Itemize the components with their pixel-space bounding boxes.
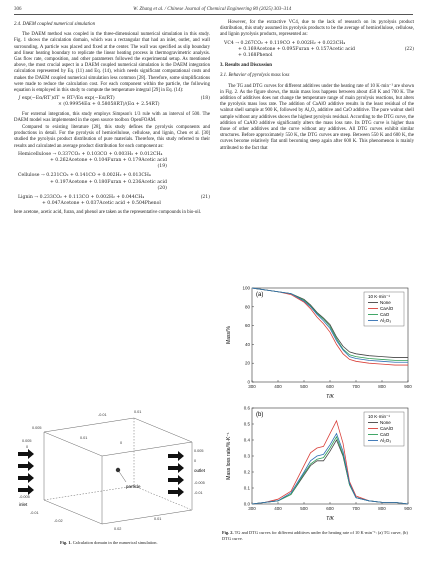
header-rule xyxy=(14,14,413,15)
y-tick-label: 0.2 xyxy=(243,469,250,475)
section-heading-2-4: 2.4. DAEM coupled numerical simulation xyxy=(14,22,95,27)
axis-value: 0.005 xyxy=(32,426,42,430)
equation-line: × (0.99954Eα + 0.58058RT)/(Eα + 2.54RT) xyxy=(58,102,160,108)
arrow-right-icon xyxy=(168,475,184,485)
equation-22 xyxy=(220,41,414,60)
arrow-right-icon xyxy=(18,485,34,495)
panel-label: (b) xyxy=(256,412,264,418)
section-heading-3: 3. Results and Discussion xyxy=(220,63,272,69)
axis-value: 0.01 xyxy=(80,436,88,440)
x-tick-label: 500 xyxy=(300,384,308,389)
inlet-label: inlet xyxy=(19,502,28,507)
axis-value: -0.01 xyxy=(98,413,107,417)
caption-label: Fig. 2. xyxy=(222,530,234,535)
section-heading-3-1: 3.1. Behavior of pyrolysis mass loss xyxy=(220,73,290,79)
axis-value: 0.005 xyxy=(194,449,204,453)
domain-edge xyxy=(102,510,192,524)
axis-value: 0.01 xyxy=(154,517,162,521)
equation-number: (20) xyxy=(157,185,167,191)
equation-line: + 0.262Acetone + 0.104Furan + 0.179Acetic acid xyxy=(50,158,167,164)
x-tick-label: 500 xyxy=(300,506,308,511)
caption-text: TG and DTG curves for different additives under the heating rate of 10 K·min⁻¹: (a) TG curve, (b) DTG curve. xyxy=(222,530,408,541)
x-tick-label: 300 xyxy=(248,384,256,389)
journal-citation: W. Zhang et al. / Chinese Journal of Chemical Engineering 80 (2025) 303–314 xyxy=(133,6,292,12)
particle-label: particle xyxy=(126,484,141,489)
equation-line: Cellulose → 0.231CO₂ + 0.141CO + 0.002H₂ + 0.013CH₄ xyxy=(18,173,151,179)
legend-label: CaO xyxy=(380,432,390,437)
axis-value: 0 xyxy=(120,441,123,445)
equation-line: + 0.168Phenol xyxy=(238,53,273,59)
axis-value: -0.005 xyxy=(194,481,205,485)
caption-label: Fig. 1. xyxy=(60,540,72,545)
legend-annotation: 10 K·min⁻¹ xyxy=(368,294,390,299)
x-tick-label: 600 xyxy=(326,384,334,389)
right-column xyxy=(220,20,414,153)
axis-value: -0.005 xyxy=(19,495,30,499)
axis-value: 0 xyxy=(194,459,197,463)
legend-label: CaAlO xyxy=(380,306,394,311)
domain-top-face xyxy=(44,418,192,456)
y-tick-label: 60 xyxy=(244,323,250,329)
axis-value: 0.005 xyxy=(22,439,32,443)
legend-label: None xyxy=(380,420,391,425)
axis-value: 0 xyxy=(26,445,29,449)
y-tick-label: 0 xyxy=(247,379,250,385)
y-tick-label: 0.5 xyxy=(243,421,250,427)
y-tick-label: 20 xyxy=(244,360,250,366)
panel-label: (a) xyxy=(256,292,264,298)
domain-edge xyxy=(44,500,102,524)
running-header xyxy=(14,5,413,13)
arrow-right-icon xyxy=(18,449,34,459)
paragraph: here acetone, acetic acid, furan, and phenol are taken as the representative compounds in bio-oil. xyxy=(14,210,202,216)
outlet-arrows xyxy=(168,451,184,497)
paragraph: However, for the extractive VC4, due to the lack of research on its pyrolysis product distribution, this study assumed its pyrolysis products to be the average of hemicellulose, cellulose, and lignin pyrolysis products, represented as: xyxy=(220,20,414,38)
equation-line: VC4 → 0.267CO₂ + 0.119CO + 0.002H₂ + 0.023CH₄ xyxy=(224,40,346,46)
y-tick-label: 0.1 xyxy=(243,485,250,491)
legend-label: Al₂O₃ xyxy=(380,318,392,323)
caption-text: Calculation domain in the numerical simulation. xyxy=(72,540,158,545)
arrow-right-icon xyxy=(168,463,184,473)
equation-line: ∫ exp(−Eα/RT′)dT′ ≈ RT²/Eα exp(−Eα/RT) xyxy=(18,96,115,102)
y-tick-label: 40 xyxy=(244,341,250,347)
arrow-right-icon xyxy=(18,473,34,483)
axis-value: 0.02 xyxy=(114,527,122,531)
y-tick-label: 0.0 xyxy=(243,501,250,507)
axis-value: 0.01 xyxy=(134,410,142,414)
x-tick-label: 700 xyxy=(352,384,360,389)
equation-number: (19) xyxy=(157,164,167,170)
x-tick-label: 900 xyxy=(404,506,412,511)
particle-leader xyxy=(118,470,126,482)
y-tick-label: 100 xyxy=(242,285,250,291)
equation-number: (21) xyxy=(200,195,210,201)
x-tick-label: 700 xyxy=(352,506,360,511)
x-tick-label: 400 xyxy=(274,384,282,389)
y-tick-label: 0.3 xyxy=(243,453,250,459)
legend-annotation: 10 K·min⁻¹ xyxy=(368,414,390,419)
legend-label: CaAlO xyxy=(380,426,394,431)
left-column xyxy=(14,20,210,218)
y-tick-label: 0.6 xyxy=(243,405,250,411)
arrow-right-icon xyxy=(168,487,184,497)
paragraph: For external integration, this study employs Simpson's 1/3 rule with an interval of 500. The DAEM model was implemented in the open source toolbox OpenFOAM. xyxy=(14,111,210,123)
x-tick-label: 800 xyxy=(378,384,386,389)
equation-line: + 0.169Acetone + 0.095Furan + 0.157Acetic acid xyxy=(238,46,355,52)
outlet-label: outlet xyxy=(194,468,206,473)
equation-number: (22) xyxy=(404,46,414,52)
equation-19 xyxy=(14,152,210,171)
arrow-right-icon xyxy=(18,461,34,471)
y-tick-label: 0.4 xyxy=(243,437,250,443)
x-tick-label: 900 xyxy=(404,384,412,389)
axis-value: -0.01 xyxy=(194,491,203,495)
equation-line: Lignin → 0.233CO₂ + 0.113CO + 0.002H₂ + 0.044CH₄ xyxy=(18,195,145,201)
domain-hidden-edge xyxy=(134,486,192,510)
legend-label: CaO xyxy=(380,312,390,317)
x-axis-label: T/K xyxy=(326,394,334,400)
legend-label: Al₂O₃ xyxy=(380,438,392,443)
figure-1-calculation-domain xyxy=(14,402,210,532)
domain-hidden-edge xyxy=(44,486,134,500)
equation-line: + 0.047Acetone + 0.037Acetic acid + 0.504Phenol xyxy=(42,201,161,207)
series-line xyxy=(252,440,408,504)
y-axis-label: Mass/% xyxy=(226,326,232,344)
paragraph: Compared to existing literature [28], this study defines the pyrolysis components and productions in detail. For the pyrolysis of hemicellulose, cellulose, and lignin, Chen et al. [30] studied the pyrolysis product distribution of pure materials. Therefore, this study referred to their results and calculated an average product distribution for each component as: xyxy=(14,125,210,149)
equation-line: Hemicellulose → 0.337CO₂ + 0.103CO + 0.003H₂ + 0.012CH₄ xyxy=(18,151,163,157)
inlet-arrows xyxy=(18,449,34,495)
equation-line: + 0.197Acetone + 0.180Furan + 0.236Acetic acid xyxy=(50,179,167,185)
series-line xyxy=(252,437,408,504)
x-tick-label: 800 xyxy=(378,506,386,511)
equation-20 xyxy=(14,173,210,192)
paragraph: The DAEM method was coupled in the three-dimensional numerical simulation in this study. Fig. 1 shows the calculation domain, which was a rectangular that had an inlet, outlet, and wall surrounding. A particle was placed and fixed at the center. The wall was specified as slip boundary and linear heating boundary to replicate the linear heating process in thermogravimetric analysis. Gas flow rate, composition, and other parameters followed the experimental setup. As mentioned above, the most crucial aspect in a DAEM coupled numerical simulation is the DAEM integration calculation represented by Eq. (11) and Eq. (14), which needs significant computational costs and makes the DAEM coupled numerical simulation less common [28]. Therefore, some simplifications were made to reduce the calculation cost. For each component within the particle, the following equation is employed in this study to compute the temperature integral [29] in Eq. (14): xyxy=(14,32,210,94)
figure-2a-tg-chart xyxy=(222,282,414,402)
equation-21 xyxy=(14,195,210,207)
x-tick-label: 600 xyxy=(326,506,334,511)
axis-value: -0.01 xyxy=(30,511,39,515)
y-tick-label: 80 xyxy=(244,304,250,310)
figure-2-caption xyxy=(222,530,414,542)
x-axis-label: T/K xyxy=(326,516,334,522)
arrow-right-icon xyxy=(168,451,184,461)
paragraph: The TG and DTG curves for different additives under the heating rate of 10 K·min⁻¹ are shown in Fig. 2. As the figure shows, the main mass loss happens between about 450 K and 700 K. The addition of additives does not change the temperature range of main pyrolysis reactions, but alters the pyrolysis mass loss rate. The addition of CaAlO additive results in the least residual of the walnut shell sample at 900 K, followed by Al₂O₃ additive and CaO additive. The pure walnut shell sample without any additives shows the highest pyrolysis residual. According to the DTG curve, the addition of CaAlO additive significantly alters the mass loss rate. Its DTG curve is higher than those of other additives and the curve without any additives. All DTG curves exhibit similar structures. Before approximately 550 K, the DTG curves are steep. Between 550 K and 600 K, the curves become relatively flat until becoming steep again after 600 K. This phenomenon is mainly attributed to the fact that xyxy=(220,83,414,151)
legend-label: None xyxy=(380,300,391,305)
x-tick-label: 400 xyxy=(274,506,282,511)
equation-18 xyxy=(14,96,210,108)
equation-number: (18) xyxy=(200,96,210,102)
y-axis-label: Mass loss rate/%·K⁻¹ xyxy=(226,432,232,480)
page-number: 306 xyxy=(14,6,22,12)
x-tick-label: 300 xyxy=(248,506,256,511)
figure-2b-dtg-chart xyxy=(222,402,414,524)
figure-1-caption xyxy=(60,540,220,546)
axis-value: -0.02 xyxy=(54,519,63,523)
